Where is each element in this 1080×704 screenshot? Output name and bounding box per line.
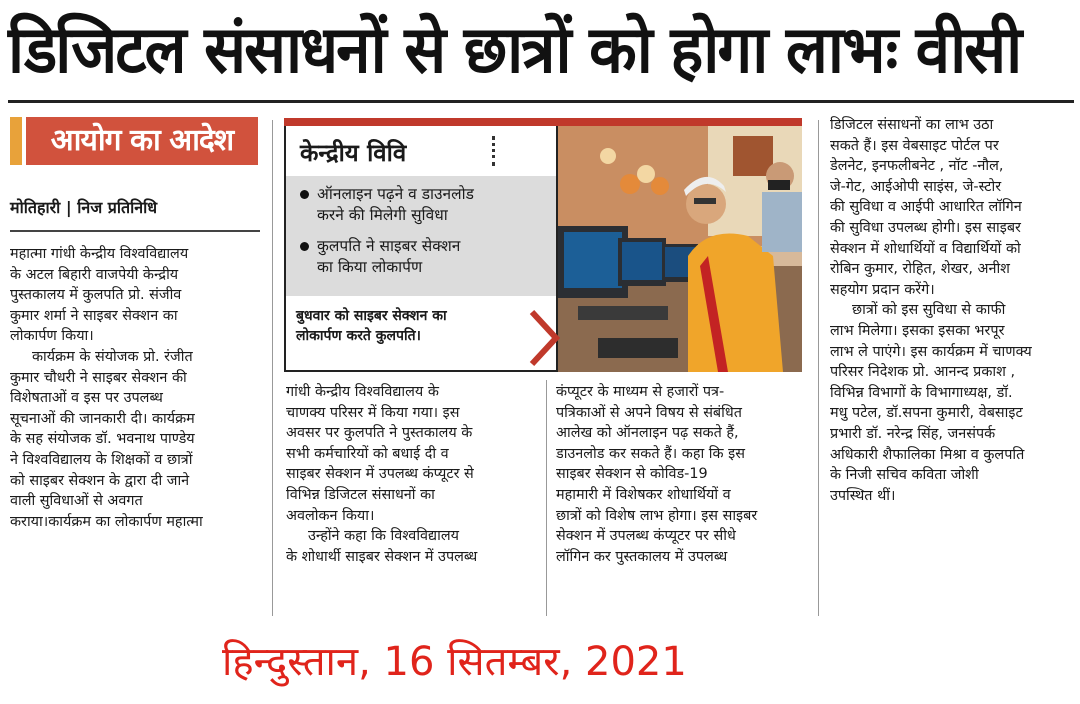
box-top-bar (284, 118, 802, 126)
bullet-item (300, 184, 474, 226)
text-line: विभिन्न डिजिटल संसाधनों का (286, 486, 435, 503)
text-line: के सह संयोजक डॉ. भवनाथ पाण्डेय (10, 431, 195, 448)
caption-line: बुधवार को साइबर सेक्शन का (296, 308, 447, 324)
text-line: कार्यक्रम के संयोजक प्रो. रंजीत (32, 348, 193, 365)
box-title: केन्द्रीय विवि (300, 139, 407, 167)
text-line: गांधी केन्द्रीय विश्वविद्यालय के (286, 384, 439, 400)
text-line: सूचनाओं की जानकारी दी। कार्यक्रम (10, 410, 195, 427)
text-line: लाभ ले पाएंगे। इस कार्यक्रम में चाणक्य (830, 343, 1032, 360)
text-line: सकते हैं। इस वेबसाइट पोर्टल पर (830, 137, 999, 154)
text-line: उपस्थित थीं। (830, 487, 896, 504)
text-line: पत्रिकाओं से अपने विषय से संबंधित (556, 404, 742, 421)
byline: मोतिहारी | निज प्रतिनिधि (10, 198, 158, 217)
section-label: आयोग का आदेश (26, 117, 258, 165)
bullet-text: ऑनलाइन पढ़ने व डाउनलोड (317, 185, 474, 203)
text-line: की सुविधा उपलब्ध होगी। इस साइबर (830, 219, 1021, 236)
text-line: को साइबर सेक्शन के द्वारा दी जाने (10, 472, 190, 489)
text-line: सहयोग प्रदान करेंगे। (830, 281, 935, 298)
bullet-text: कुलपति ने साइबर सेक्शन (317, 237, 461, 255)
headline-rule (8, 100, 1074, 103)
chevron-right-icon (528, 308, 562, 368)
bullet-dot-icon (300, 190, 309, 199)
column-divider (546, 380, 547, 616)
text-line: अवसर पर कुलपति ने पुस्तकालय के (286, 425, 473, 442)
text-line: परिसर निदेशक प्रो. आनन्द प्रकाश , (830, 364, 1016, 381)
text-line: आलेख को ऑनलाइन पढ़ सकते हैं, (556, 425, 739, 442)
text-line: मधु पटेल, डॉ.सपना कुमारी, वेबसाइट (830, 405, 1023, 422)
text-line: छात्रों को विशेष लाभ होगा। इस साइबर (556, 507, 758, 524)
photo-caption (296, 306, 526, 346)
text-line: की सुविधा व आईपी आधारित लॉगिन (830, 199, 1022, 216)
dotted-divider (492, 136, 495, 166)
bullet-item (300, 236, 460, 278)
text-line: जे-गेट, आईओपी साइंस, जे-स्टोर (830, 178, 1002, 195)
text-line: पुस्तकालय में कुलपति प्रो. संजीव (10, 287, 182, 304)
text-line: के शोधार्थी साइबर सेक्शन में उपलब्ध (286, 548, 478, 565)
source-dateline: हिन्दुस्तान, 16 सितम्बर, 2021 (222, 639, 687, 685)
text-line: उन्होंने कहा कि विश्वविद्यालय (308, 528, 459, 545)
article-column-1 (10, 244, 262, 616)
text-line: महात्मा गांधी केन्द्रीय विश्वविद्यालय (10, 246, 189, 262)
text-line: के अटल बिहारी वाजपेयी केन्द्रीय (10, 266, 179, 283)
text-line: रोबिन कुमार, रोहित, शेखर, अनीश (830, 261, 1010, 278)
text-line: डाउनलोड कर सकते हैं। कहा कि इस (556, 445, 745, 462)
headline: डिजिटल संसाधनों से छात्रों को होगा लाभः वीसी (8, 11, 1021, 88)
text-line: कंप्यूटर के माध्यम से हजारों पत्र- (556, 384, 725, 400)
text-line: साइबर सेक्शन में उपलब्ध कंप्यूटर से (286, 466, 474, 483)
text-line: लॉगिन कर पुस्तकालय में उपलब्ध (556, 548, 728, 565)
text-line: अवलोकन किया। (286, 507, 375, 524)
bullet-text: का किया लोकार्पण (317, 258, 423, 276)
text-line: अधिकारी शैफालिका मिश्रा व कुलपति (830, 446, 1025, 463)
caption-line: लोकार्पण करते कुलपति। (296, 328, 421, 344)
text-line: छात्रों को इस सुविधा से काफी (852, 302, 1006, 319)
text-line: प्रभारी डॉ. नरेन्द्र सिंह, जनसंपर्क (830, 425, 996, 442)
text-line: डिजिटल संसाधनों का लाभ उठा (830, 117, 994, 133)
photo-illustration (558, 126, 802, 372)
column-divider (272, 120, 273, 616)
text-line: सभी कर्मचारियों को बधाई दी व (286, 445, 449, 462)
article-column-2 (286, 382, 538, 616)
text-line: ने विश्वविद्यालय के शिक्षकों व छात्रों (10, 451, 193, 468)
text-line: कराया।कार्यक्रम का लोकार्पण महात्मा (10, 513, 203, 530)
article-column-3 (556, 382, 812, 616)
section-stripe (10, 117, 22, 165)
column-divider (818, 120, 819, 616)
text-line: महामारी में विशेषकर शोधार्थियों व (556, 486, 731, 503)
byline-rule (10, 230, 260, 232)
news-photo (558, 126, 802, 372)
text-line: वाली सुविधाओं से अवगत (10, 493, 143, 510)
text-line: चाणक्य परिसर में किया गया। इस (286, 404, 460, 421)
bullet-text: करने की मिलेगी सुविधा (317, 206, 448, 224)
text-line: विशेषताओं व इस पर उपलब्ध (10, 390, 163, 407)
text-line: कुमार चौधरी ने साइबर सेक्शन की (10, 369, 187, 386)
text-line: साइबर सेक्शन से कोविड-19 (556, 466, 708, 483)
text-line: सेक्शन में उपलब्ध कंप्यूटर पर सीधे (556, 528, 736, 545)
text-line: विभिन्न विभागों के विभागाध्यक्ष, डॉ. (830, 384, 1013, 401)
text-line: लाभ मिलेगा। इसका इसका भरपूर (830, 322, 1005, 339)
text-line: के निजी सचिव कविता जोशी (830, 467, 979, 484)
bullet-dot-icon (300, 242, 309, 251)
text-line: लोकार्पण किया। (10, 328, 94, 345)
text-line: डेलनेट, इनफलीबनेट , नॉट -नौल, (830, 158, 1004, 175)
article-column-4 (830, 115, 1074, 615)
text-line: कुमार शर्मा ने साइबर सेक्शन का (10, 307, 178, 324)
text-line: सेक्शन में शोधार्थियों व विद्यार्थियों को (830, 240, 1021, 257)
